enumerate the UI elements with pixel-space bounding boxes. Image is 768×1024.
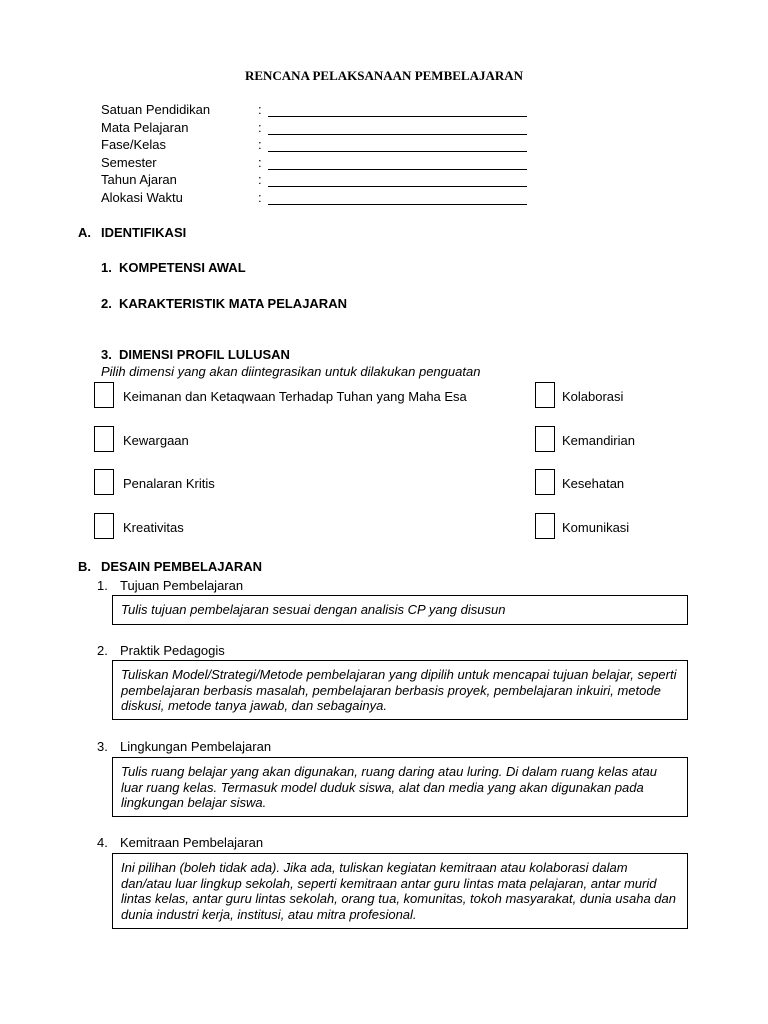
checkbox-label-kesehatan: Kesehatan: [562, 476, 625, 491]
field-label-tahun-ajaran: Tahun Ajaran: [101, 172, 177, 187]
section-b-letter: B.: [78, 559, 91, 574]
checkbox-kesehatan[interactable]: [535, 469, 555, 495]
karakteristik-mapel-heading: KARAKTERISTIK MATA PELAJARAN: [119, 296, 347, 311]
field-input-semester[interactable]: [268, 155, 527, 170]
checkbox-label-kreativitas: Kreativitas: [123, 520, 184, 535]
field-label-mata-pelajaran: Mata Pelajaran: [101, 120, 189, 135]
field-input-alokasi-waktu[interactable]: [268, 190, 527, 205]
field-label-semester: Semester: [101, 155, 157, 170]
tujuan-pembelajaran-label: Tujuan Pembelajaran: [120, 578, 244, 593]
checkbox-kewargaan[interactable]: [94, 426, 114, 452]
field-input-fase-kelas[interactable]: [268, 137, 527, 152]
checkbox-penalaran-kritis[interactable]: [94, 469, 114, 495]
section-a-item-number: 1.: [101, 260, 112, 275]
checkbox-label-kemandirian: Kemandirian: [562, 433, 635, 448]
checkbox-keimanan[interactable]: [94, 382, 114, 408]
document-title: RENCANA PELAKSANAAN PEMBELAJARAN: [244, 68, 524, 83]
checkbox-label-penalaran-kritis: Penalaran Kritis: [123, 476, 215, 491]
lingkungan-pembelajaran-box[interactable]: Tulis ruang belajar yang akan digunakan, ruang daring atau luring. Di dalam ruang kelas atau luar ruang kelas. Termasuk model duduk siswa, alat dan media yang akan digunakan pada lingkungan belajar siswa.: [112, 757, 688, 817]
section-a-item-number: 2.: [101, 296, 112, 311]
field-colon: :: [258, 155, 262, 170]
praktik-pedagogis-box[interactable]: Tuliskan Model/Strategi/Metode pembelajaran yang dipilih untuk mencapai tujuan belajar, seperti pembelajaran berbasis masalah, pembelajaran berbasis proyek, pembelajaran inkuiri, metode diskusi, metode tanya jawab, dan sebagainya.: [112, 660, 688, 720]
section-b-item-number: 3.: [97, 739, 108, 754]
dimensi-profil-lulusan-heading: DIMENSI PROFIL LULUSAN: [119, 347, 290, 362]
checkbox-label-keimanan: Keimanan dan Ketaqwaan Terhadap Tuhan yang Maha Esa: [123, 389, 467, 404]
tujuan-pembelajaran-box[interactable]: Tulis tujuan pembelajaran sesuai dengan analisis CP yang disusun: [112, 595, 688, 625]
kompetensi-awal-heading: KOMPETENSI AWAL: [119, 260, 246, 275]
praktik-pedagogis-label: Praktik Pedagogis: [120, 643, 225, 658]
checkbox-label-komunikasi: Komunikasi: [562, 520, 630, 535]
checkbox-kreativitas[interactable]: [94, 513, 114, 539]
field-colon: :: [258, 172, 262, 187]
dimensi-instruction: Pilih dimensi yang akan diintegrasikan untuk dilakukan penguatan: [101, 364, 481, 379]
checkbox-label-kewargaan: Kewargaan: [123, 433, 189, 448]
section-a-heading: IDENTIFIKASI: [101, 225, 187, 240]
checkbox-label-kolaborasi: Kolaborasi: [562, 389, 624, 404]
field-label-fase-kelas: Fase/Kelas: [101, 137, 167, 152]
lingkungan-pembelajaran-label: Lingkungan Pembelajaran: [120, 739, 272, 754]
section-b-heading: DESAIN PEMBELAJARAN: [101, 559, 263, 574]
checkbox-kemandirian[interactable]: [535, 426, 555, 452]
field-input-tahun-ajaran[interactable]: [268, 172, 527, 187]
field-colon: :: [258, 137, 262, 152]
field-colon: :: [258, 120, 262, 135]
field-label-satuan-pendidikan: Satuan Pendidikan: [101, 102, 211, 117]
field-input-mata-pelajaran[interactable]: [268, 120, 527, 135]
section-b-item-number: 2.: [97, 643, 108, 658]
kemitraan-pembelajaran-label: Kemitraan Pembelajaran: [120, 835, 264, 850]
section-a-letter: A.: [78, 225, 91, 240]
section-b-item-number: 1.: [97, 578, 108, 593]
section-b-item-number: 4.: [97, 835, 108, 850]
field-colon: :: [258, 190, 262, 205]
section-a-item-number: 3.: [101, 347, 112, 362]
checkbox-kolaborasi[interactable]: [535, 382, 555, 408]
checkbox-komunikasi[interactable]: [535, 513, 555, 539]
field-input-satuan-pendidikan[interactable]: [268, 102, 527, 117]
field-label-alokasi-waktu: Alokasi Waktu: [101, 190, 183, 205]
kemitraan-pembelajaran-box[interactable]: Ini pilihan (boleh tidak ada). Jika ada, tuliskan kegiatan kemitraan atau kolaborasi dalam dan/atau luar lingkup sekolah, seperti kemitraan antar guru lintas mata pelajaran, antar murid lintas kelas, antar guru lintas sekolah, orang tua, komunitas, tokoh masyarakat, dunia usaha dan dunia industri kerja, institusi, atau mitra profesional.: [112, 853, 688, 929]
field-colon: :: [258, 102, 262, 117]
